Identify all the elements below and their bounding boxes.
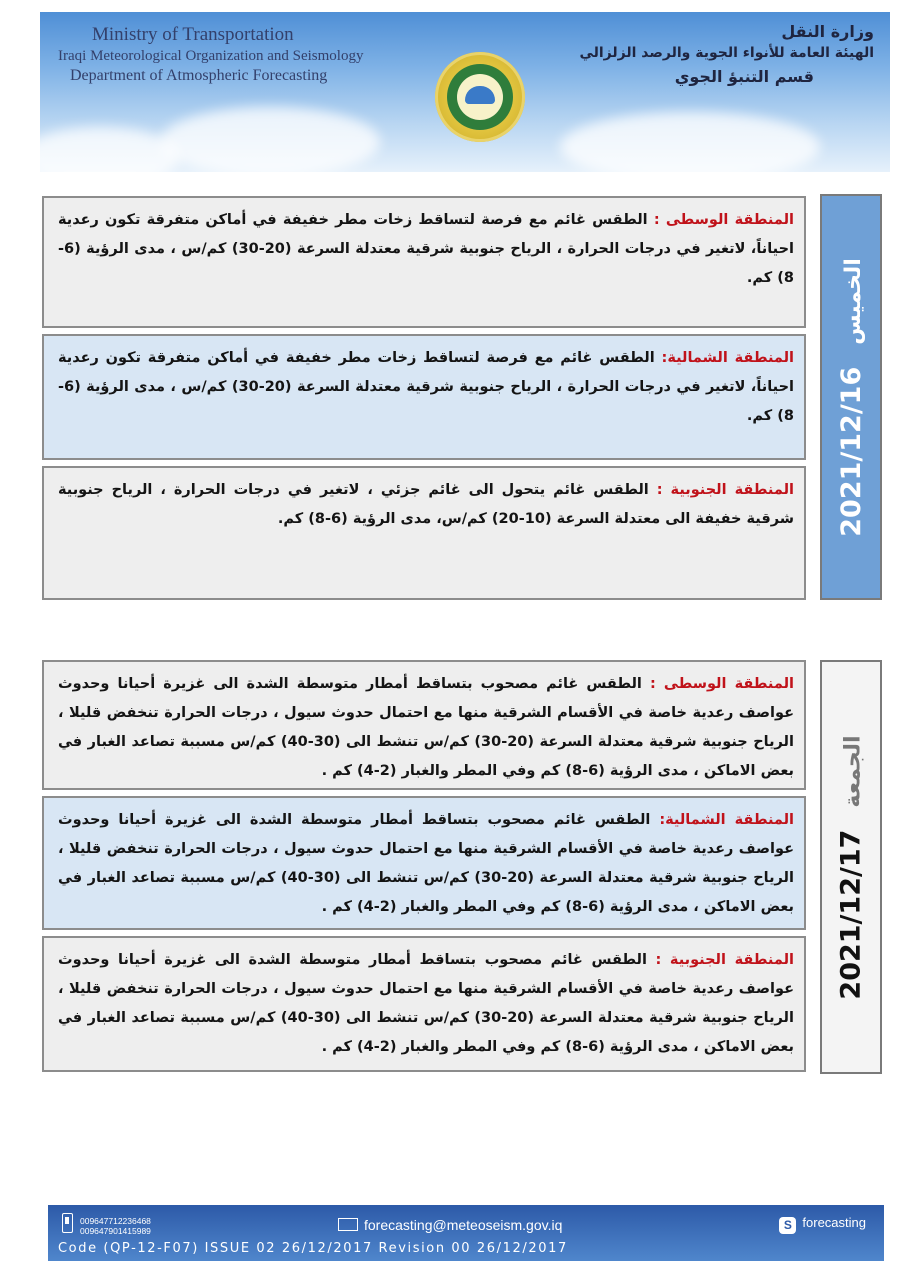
skype-icon: S	[779, 1217, 796, 1234]
region-text: الطقس غائم مصحوب بتساقط أمطار متوسطة الشدة الى غزيرة أحيانا وحدوث عواصف رعدية خاصة في الأقسام الشرقية منها مع احتمال حدوث سيول ، درجات الحرارة تنخفض قليلا ، الرياح جنوبية شرقية معتدلة السرعة (20-30) كم/س تنشط الى (30-40) كم/س مسببة تصاعد الغبار في بعض الاماكن ، مدى الرؤية (6-8) كم وفي المطر والغبار (2-4) كم .	[58, 812, 794, 915]
email-contact[interactable]	[338, 1217, 562, 1233]
cloud-decoration	[40, 127, 180, 172]
date-bar	[820, 660, 882, 1074]
phone-number: 009647901415989	[80, 1226, 151, 1236]
organization-name-ar: الهيئة العامة للأنواء الجوية والرصد الزلزالي	[579, 45, 874, 61]
date-bar	[820, 194, 882, 600]
skype-contact[interactable]	[779, 1215, 866, 1234]
region-forecast-central	[42, 660, 806, 790]
phone-icon	[62, 1213, 73, 1233]
cloud-decoration	[160, 107, 380, 172]
region-forecast-central	[42, 196, 806, 328]
date-label	[836, 735, 867, 999]
region-text: الطقس غائم مصحوب بتساقط أمطار متوسطة الشدة الى غزيرة أحيانا وحدوث عواصف رعدية خاصة في الأقسام الشرقية منها مع احتمال حدوث سيول ، درجات الحرارة تنخفض قليلا ، الرياح جنوبية شرقية معتدلة السرعة (20-30) كم/س تنشط الى (30-40) كم/س مسببة تصاعد الغبار في بعض الاماكن ، مدى الرؤية (6-8) كم وفي المطر والغبار (2-4) كم .	[58, 676, 794, 779]
header-english-block	[58, 24, 363, 85]
region-label: المنطقة الشمالية:	[661, 350, 795, 366]
organization-logo	[435, 52, 525, 142]
day-name: الخميس	[840, 257, 866, 345]
document-code: Code (QP-12-F07) ISSUE 02 26/12/2017 Revision 00 26/12/2017	[58, 1241, 568, 1256]
day-name: الجمعة	[840, 734, 866, 808]
region-text: الطقس غائم مع فرصة لتساقط زخات مطر خفيفة في أماكن متفرقة تكون رعدية احياناً، لاتغير في درجات الحرارة ، الرياح جنوبية شرقية معتدلة السرعة (20-30) كم/س ، مدى الرؤية (6-8) كم.	[58, 212, 794, 286]
region-forecast-north	[42, 334, 806, 460]
email-address[interactable]: forecasting@meteoseism.gov.iq	[364, 1217, 563, 1233]
phone-numbers	[80, 1216, 151, 1236]
phone-number: 009647712236468	[80, 1216, 151, 1226]
ministry-name-ar: وزارة النقل	[781, 22, 874, 41]
region-label: المنطقة الوسطى :	[653, 212, 794, 228]
header-banner	[40, 12, 890, 172]
organization-name-en: Iraqi Meteorological Organization and Seismology	[58, 48, 364, 64]
region-text: الطقس غائم مصحوب بتساقط أمطار متوسطة الشدة الى غزيرة أحيانا وحدوث عواصف رعدية خاصة في الأقسام الشرقية منها مع احتمال حدوث سيول ، درجات الحرارة تنخفض قليلا ، الرياح جنوبية شرقية معتدلة السرعة (20-30) كم/س تنشط الى (30-40) كم/س مسببة تصاعد الغبار في بعض الاماكن ، مدى الرؤية (6-8) كم وفي المطر والغبار (2-4) كم .	[58, 952, 794, 1055]
header-arabic-block	[579, 22, 874, 86]
department-name-en: Department of Atmospheric Forecasting	[70, 67, 328, 84]
region-label: المنطقة الجنوبية :	[656, 482, 794, 498]
region-text: الطقس غائم مع فرصة لتساقط زخات مطر خفيفة في أماكن متفرقة تكون رعدية احياناً، لاتغير في درجات الحرارة ، الرياح جنوبية شرقية معتدلة السرعة (20-30) كم/س ، مدى الرؤية (6-8) كم.	[58, 350, 794, 424]
forecast-day-1	[40, 188, 882, 608]
region-text: الطقس غائم يتحول الى غائم جزئي ، لاتغير في درجات الحرارة ، الرياح جنوبية شرقية خفيفة الى معتدلة السرعة (10-20) كم/س، مدى الرؤية (6-8) كم.	[58, 482, 794, 527]
region-label: المنطقة الشمالية:	[659, 812, 794, 828]
mail-icon	[338, 1218, 358, 1231]
department-name-ar: قسم التنبؤ الجوي	[674, 67, 814, 86]
region-label: المنطقة الوسطى :	[650, 676, 794, 692]
date-value: 2021/12/17	[835, 829, 867, 1000]
ministry-name-en: Ministry of Transportation	[92, 24, 294, 45]
cloud-decoration	[560, 112, 820, 172]
date-value: 2021/12/16	[835, 366, 867, 537]
footer-bar	[48, 1205, 884, 1261]
skype-handle[interactable]: forecasting	[802, 1215, 866, 1230]
region-label: المنطقة الجنوبية :	[655, 952, 794, 968]
region-forecast-south	[42, 936, 806, 1072]
region-forecast-north	[42, 796, 806, 930]
forecast-day-2	[40, 654, 882, 1078]
date-label	[836, 258, 867, 537]
region-forecast-south	[42, 466, 806, 600]
